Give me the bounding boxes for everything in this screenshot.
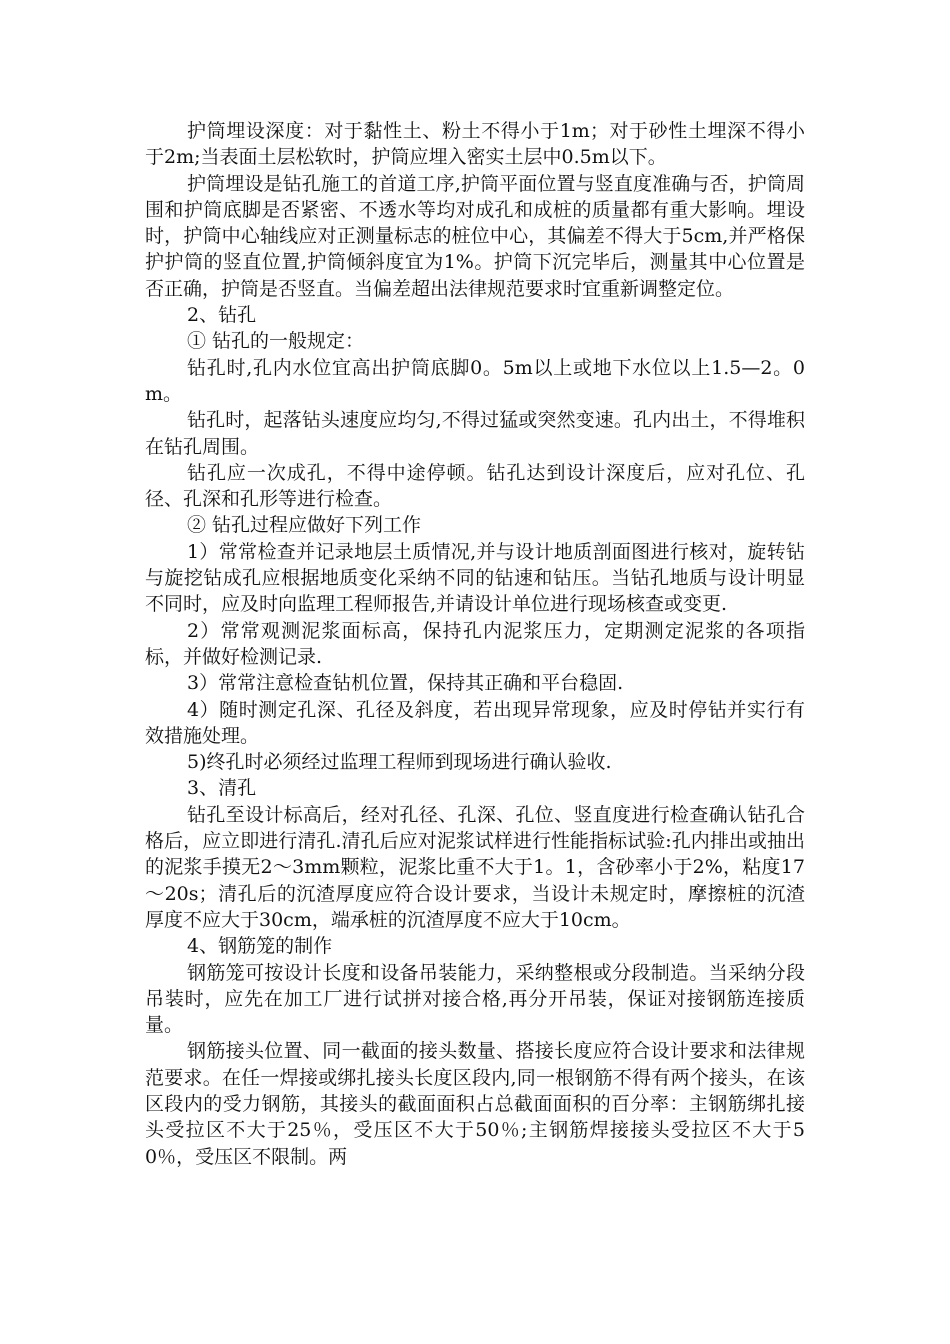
list-item-4: 4）随时测定孔深、孔径及斜度，若出现异常现象，应及时停钻并实行有效措施处理。 [145, 698, 805, 747]
list-item-2: 2）常常观测泥浆面标高，保持孔内泥浆压力，定期测定泥浆的各项指标，并做好检测记录. [145, 619, 805, 668]
paragraph-casing-depth: 护筒埋设深度：对于黏性土、粉土不得小于1m；对于砂性土埋深不得小于2m;当表面土层松软时，护筒应埋入密实土层中0.5m以下。 [145, 120, 805, 169]
list-item-1: 1）常常检查并记录地层土质情况,并与设计地质剖面图进行核对，旋转钻与旋挖钻成孔应根据地质变化采纳不同的钻速和钻压。当钻孔地质与设计明显不同时，应及时向监理工程师报告,并请设计单位进行现场核查或变更. [145, 540, 805, 616]
subheading-drilling-work: ② 钻孔过程应做好下列工作 [187, 514, 422, 537]
paragraph-casing-installation: 护筒埋设是钻孔施工的首道工序,护筒平面位置与竖直度准确与否，护筒周围和护筒底脚是否紧密、不透水等均对成孔和成桩的质量都有重大影响。埋设时，护筒中心轴线应对正测量标志的桩位中心，其偏差不得大于5cm,并严格保护护筒的竖直位置,护筒倾斜度宜为1%。护筒下沉完毕后，测量其中心位置是否正确，护筒是否竖直。当偏差超出法律规范要求时宜重新调整定位。 [145, 172, 805, 300]
paragraph-water-level: 钻孔时,孔内水位宜高出护筒底脚0。5m以上或地下水位以上1.5—2。0m。 [145, 356, 805, 405]
document-body [145, 118, 805, 1170]
paragraph-one-time-drilling: 钻孔应一次成孔，不得中途停顿。钻孔达到设计深度后，应对孔位、孔径、孔深和孔形等进行检查。 [145, 461, 805, 511]
section-heading-rebar-cage: 4、钢筋笼的制作 [187, 935, 333, 958]
list-item-5: 5)终孔时必须经过监理工程师到现场进行确认验收. [187, 751, 612, 774]
paragraph-rebar-joints: 钢筋接头位置、同一截面的接头数量、搭接长度应符合设计要求和法律规范要求。在任一焊接或绑扎接头长度区段内,同一根钢筋不得有两个接头，在该区段内的受力钢筋，其接头的截面面积占总截面面积的百分率：主钢筋绑扎接头受拉区不大于25％，受压区不大于50％;主钢筋焊接接头受拉区不大于50％，受压区不限制。两 [145, 1040, 805, 1168]
section-heading-drilling: 2、钻孔 [187, 304, 257, 327]
paragraph-rebar-cage-fabrication: 钢筋笼可按设计长度和设备吊装能力，采纳整根或分段制造。当采纳分段吊装时，应先在加工厂进行试拼对接合格,再分开吊装，保证对接钢筋连接质量。 [145, 961, 805, 1037]
section-heading-hole-cleaning: 3、清孔 [187, 777, 257, 800]
list-item-3: 3）常常注意检查钻机位置，保持其正确和平台稳固. [187, 672, 624, 695]
paragraph-drill-speed: 钻孔时，起落钻头速度应均匀,不得过猛或突然变速。孔内出土，不得堆积在钻孔周围。 [145, 409, 805, 458]
subheading-general-rules: ① 钻孔的一般规定： [187, 330, 365, 353]
paragraph-hole-cleaning: 钻孔至设计标高后，经对孔径、孔深、孔位、竖直度进行检查确认钻孔合格后，应立即进行清孔.清孔后应对泥浆试样进行性能指标试验:孔内排出或抽出的泥浆手摸无2～3mm颗粒，泥浆比重不大于1。1，含砂率小于2%，粘度17～20s；清孔后的沉渣厚度应符合设计要求，当设计未规定时，摩擦桩的沉渣厚度不应大于30cm，端承桩的沉渣厚度不应大于10cm。 [145, 803, 805, 931]
